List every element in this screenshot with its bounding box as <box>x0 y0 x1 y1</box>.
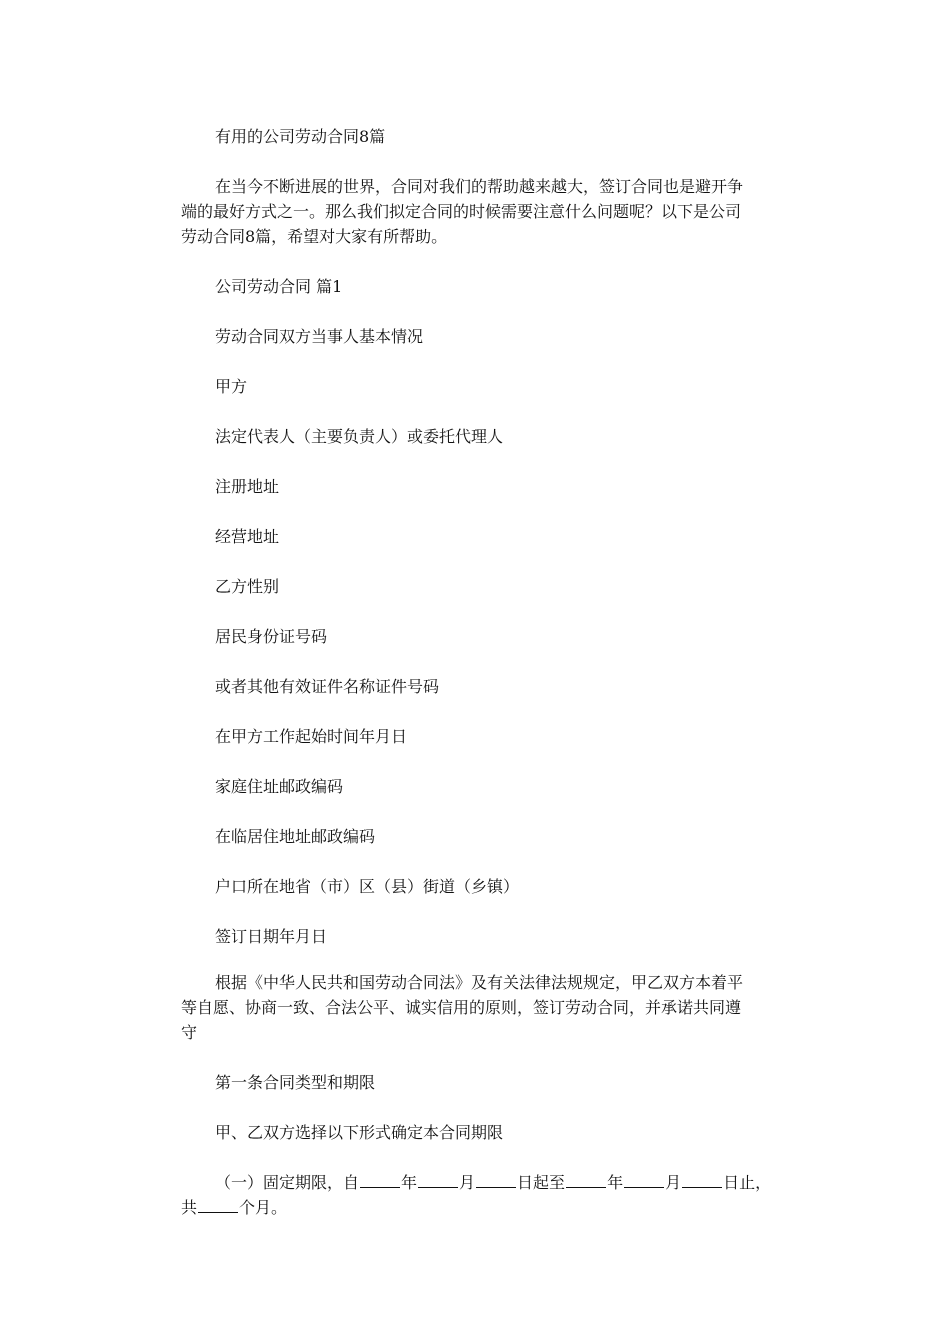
basis-paragraph <box>181 970 781 1045</box>
basis-line-2: 等自愿、协商一致、合法公平、诚实信用的原则，签订劳动合同，并承诺共同遵 <box>181 998 742 1017</box>
field-home-address: 家庭住址邮政编码 <box>215 777 344 796</box>
field-legal-rep: 法定代表人（主要负责人）或委托代理人 <box>215 427 504 446</box>
field-id-number: 居民身份证号码 <box>215 627 328 646</box>
blank-start-month[interactable] <box>418 1171 458 1188</box>
section-heading: 公司劳动合同 篇1 <box>215 277 343 296</box>
field-temp-address: 在临居住地址邮政编码 <box>215 827 376 846</box>
blank-end-month[interactable] <box>624 1171 664 1188</box>
field-other-id: 或者其他有效证件名称证件号码 <box>215 677 440 696</box>
year-label-1: 年 <box>401 1173 418 1192</box>
field-party-a: 甲方 <box>215 377 248 396</box>
intro-paragraph <box>181 174 781 249</box>
blank-start-year[interactable] <box>360 1171 400 1188</box>
article-1-text: 甲、乙双方选择以下形式确定本合同期限 <box>215 1123 504 1142</box>
field-party-b-gender: 乙方性别 <box>215 577 280 596</box>
basis-line-3: 守 <box>181 1023 198 1042</box>
blank-total-months[interactable] <box>198 1196 238 1213</box>
month-label-1: 月 <box>459 1173 476 1192</box>
field-signing-date: 签订日期年月日 <box>215 927 328 946</box>
field-business-address: 经营地址 <box>215 527 280 546</box>
year-label-2: 年 <box>607 1173 624 1192</box>
field-start-date: 在甲方工作起始时间年月日 <box>215 727 408 746</box>
basis-line-1: 根据《中华人民共和国劳动合同法》及有关法律法规规定，甲乙双方本着平 <box>215 973 744 992</box>
fixed-term-prefix: （一）固定期限，自 <box>215 1173 360 1192</box>
field-basic-info: 劳动合同双方当事人基本情况 <box>215 327 424 346</box>
months-suffix: 个月。 <box>239 1198 288 1217</box>
day-from-label: 日起至 <box>517 1173 566 1192</box>
article-1-heading: 第一条合同类型和期限 <box>215 1073 376 1092</box>
fixed-term-line-1 <box>181 1170 781 1195</box>
blank-start-day[interactable] <box>476 1171 516 1188</box>
fixed-term-clause <box>181 1170 781 1220</box>
fixed-term-line-2 <box>181 1195 781 1220</box>
day-to-label: 日止， <box>723 1173 772 1192</box>
month-label-2: 月 <box>665 1173 682 1192</box>
field-household-registration: 户口所在地省（市）区（县）街道（乡镇） <box>215 877 520 896</box>
field-registered-address: 注册地址 <box>215 477 280 496</box>
intro-line-1: 在当今不断进展的世界，合同对我们的帮助越来越大，签订合同也是避开争 <box>215 177 744 196</box>
document-title: 有用的公司劳动合同8篇 <box>215 127 386 146</box>
blank-end-year[interactable] <box>566 1171 606 1188</box>
intro-line-3: 劳动合同8篇，希望对大家有所帮助。 <box>181 227 448 246</box>
blank-end-day[interactable] <box>682 1171 722 1188</box>
total-prefix: 共 <box>181 1198 198 1217</box>
intro-line-2: 端的最好方式之一。那么我们拟定合同的时候需要注意什么问题呢？以下是公司 <box>181 202 742 221</box>
